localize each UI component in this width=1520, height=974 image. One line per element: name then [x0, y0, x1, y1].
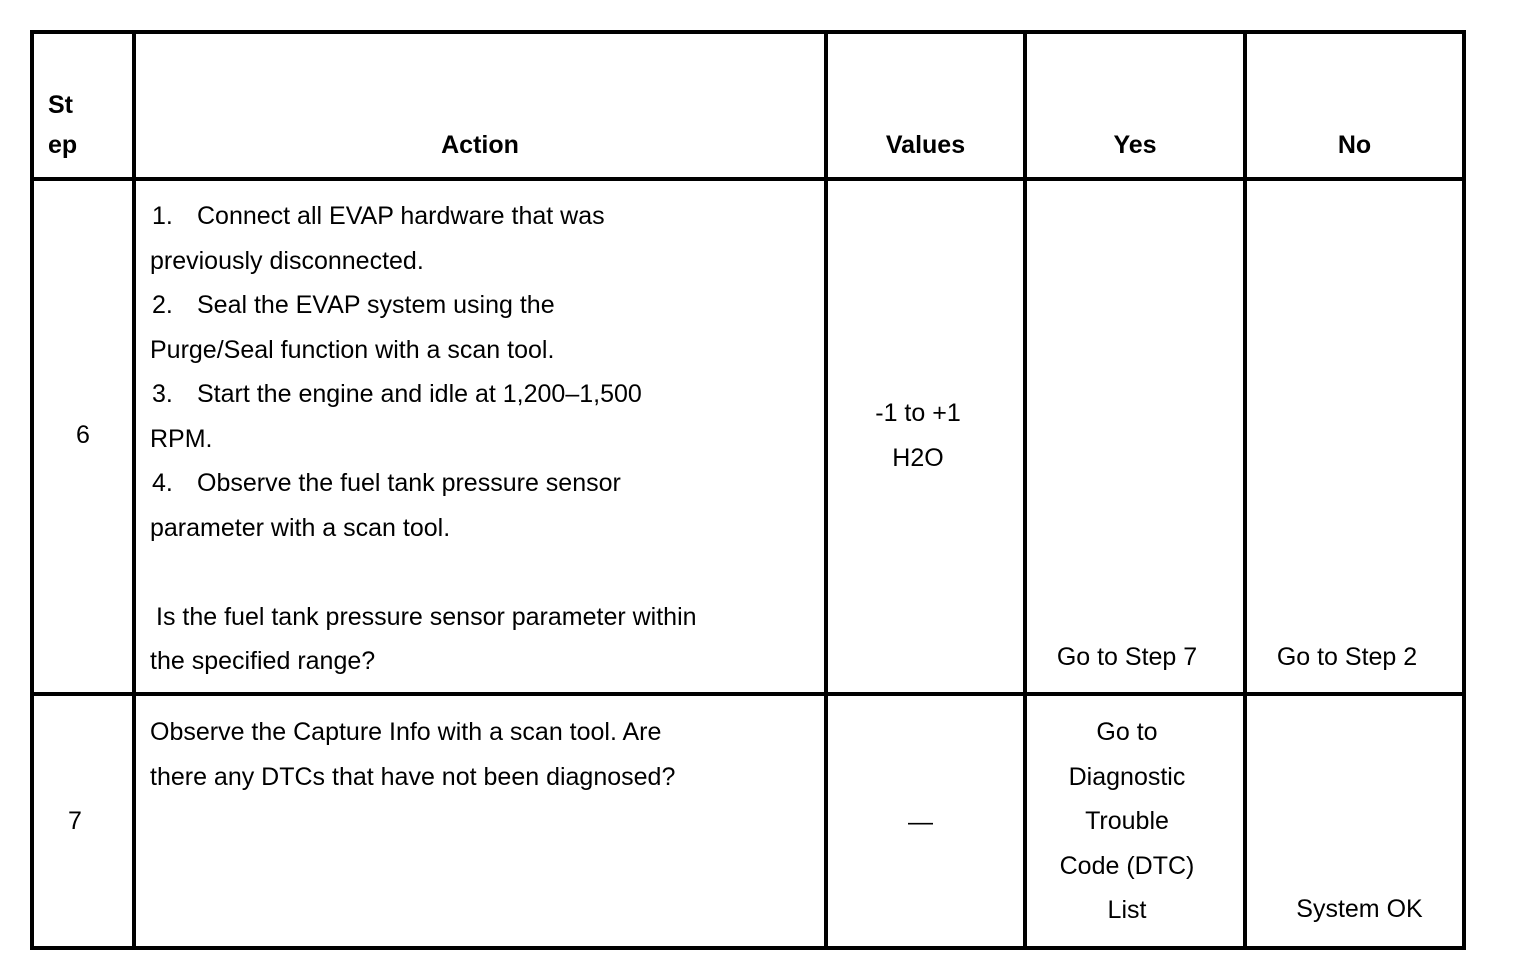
yes-line: List — [1107, 896, 1147, 924]
list-item — [150, 372, 820, 461]
list-item-number: 4. — [152, 469, 173, 497]
spacer — [150, 550, 820, 595]
question-text-continued: the specified range? — [150, 647, 376, 675]
diagnostic-table — [30, 30, 1466, 950]
yes-go-to-step-7: Go to Step 7 — [1056, 643, 1198, 671]
no-go-to-step-2: Go to Step 2 — [1276, 643, 1418, 671]
values-unit: H2O — [892, 443, 944, 472]
step-number: 6 — [76, 421, 90, 449]
no-system-ok: System OK — [1296, 895, 1423, 923]
yes-go-to-dtc-list — [1027, 710, 1227, 933]
action-steps-list — [150, 194, 820, 550]
step-column-divider — [132, 30, 136, 950]
action-cell — [150, 194, 820, 684]
list-item-text: Seal the EVAP system using the — [197, 291, 555, 319]
header-yes: Yes — [1113, 131, 1157, 159]
header-bottom-border — [30, 177, 1466, 181]
table-top-border — [30, 30, 1466, 34]
header-step-line2: ep — [48, 131, 78, 159]
list-item-text: Observe the fuel tank pressure sensor — [197, 469, 621, 497]
yes-line: Diagnostic — [1068, 762, 1186, 791]
values-dash: — — [908, 808, 933, 836]
list-item-text: Connect all EVAP hardware that was — [197, 202, 605, 230]
list-item-text: Start the engine and idle at 1,200–1,500 — [197, 380, 642, 408]
step-number: 7 — [68, 807, 82, 835]
header-action: Action — [441, 131, 519, 159]
list-item-number: 1. — [152, 202, 173, 230]
header-values: Values — [885, 131, 966, 159]
header-step-line1: St — [48, 91, 73, 119]
yes-column-divider — [1243, 30, 1247, 950]
values-range: -1 to +1 — [875, 399, 961, 427]
question-text: Is the fuel tank pressure sensor parameter within — [156, 602, 697, 631]
row6-bottom-border — [30, 692, 1466, 696]
table-right-border — [1462, 30, 1466, 950]
list-item — [150, 194, 820, 283]
list-item-text-continued: parameter with a scan tool. — [150, 513, 451, 542]
list-item-text-continued: RPM. — [150, 424, 213, 453]
action-text: Observe the Capture Info with a scan tool. Are — [150, 718, 662, 746]
action-text-continued: there any DTCs that have not been diagnosed? — [150, 762, 676, 791]
list-item-number: 3. — [152, 380, 173, 408]
header-no: No — [1337, 131, 1372, 159]
list-item — [150, 283, 820, 372]
list-item-number: 2. — [152, 291, 173, 319]
yes-line: Trouble — [1085, 807, 1169, 835]
list-item-text-continued: Purge/Seal function with a scan tool. — [150, 335, 555, 364]
yes-line: Go to — [1096, 718, 1158, 746]
values-cell — [828, 391, 1008, 480]
header-step — [48, 85, 77, 165]
table-bottom-border — [30, 946, 1466, 950]
list-item — [150, 461, 820, 550]
list-item-text-continued: previously disconnected. — [150, 246, 424, 275]
yes-line: Code (DTC) — [1059, 851, 1195, 880]
action-cell — [150, 710, 820, 799]
